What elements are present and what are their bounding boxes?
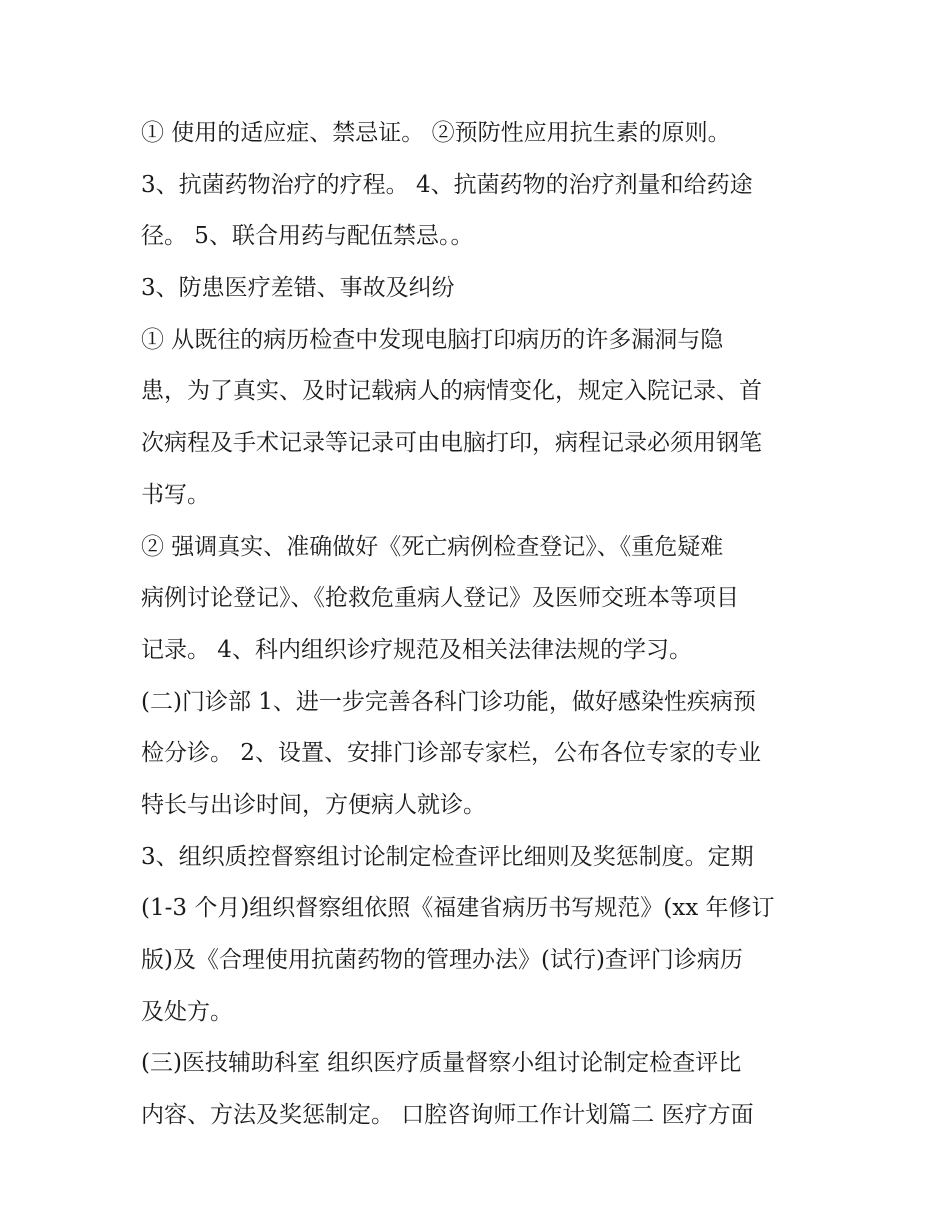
text-line: 检分诊。 2、设置、安排门诊部专家栏，公布各位专家的专业 [141,740,761,767]
section-heading: 3、防患医疗差错、事故及纠纷 [141,275,455,302]
text-line: 患，为了真实、及时记载病人的病情变化，规定入院记录、首 [141,378,762,405]
text-line: 书写。 [141,481,210,508]
text-line: (二)门诊部 1、进一步完善各科门诊功能，做好感染性疾病预 [141,688,756,715]
text-line: 3、抗菌药物治疗的疗程。 4、抗菌药物的治疗剂量和给药途 [141,171,753,198]
text-line: 记录。 4、科内组织诊疗规范及相关法律法规的学习。 [141,636,692,663]
text-line: ② 强调真实、准确做好《死亡病例检查登记》、《重危疑难 [141,533,724,560]
text-line: 特长与出诊时间，方便病人就诊。 [141,791,486,818]
text-line: ① 从既往的病历检查中发现电脑打印病历的许多漏洞与隐 [141,326,724,353]
text-line: 版)及《合理使用抗菌药物的管理办法》(试行)查评门诊病历 [141,947,743,973]
document-body [141,108,821,1142]
text-line: 3、组织质控督察组讨论制定检查评比细则及奖惩制度。定期 [141,843,754,870]
text-line: 病例讨论登记》、《抢救危重病人登记》及医师交班本等项目 [141,585,739,612]
text-line: ① 使用的适应症、禁忌证。 ②预防性应用抗生素的原则。 [141,120,731,146]
text-line: (1-3 个月)组织督察组依照《福建省病历书写规范》(xx 年修订 [141,895,775,922]
text-line: (三)医技辅助科室 组织医疗质量督察小组讨论制定检查评比 [141,1050,742,1077]
text-line: 内容、方法及奖惩制定。 口腔咨询师工作计划篇二 医疗方面 [141,1102,754,1129]
text-line: 径。 5、联合用药与配伍禁忌。。 [141,223,474,250]
text-line: 次病程及手术记录等记录可由电脑打印，病程记录必须用钢笔 [141,430,762,457]
text-line: 及处方。 [141,998,233,1025]
